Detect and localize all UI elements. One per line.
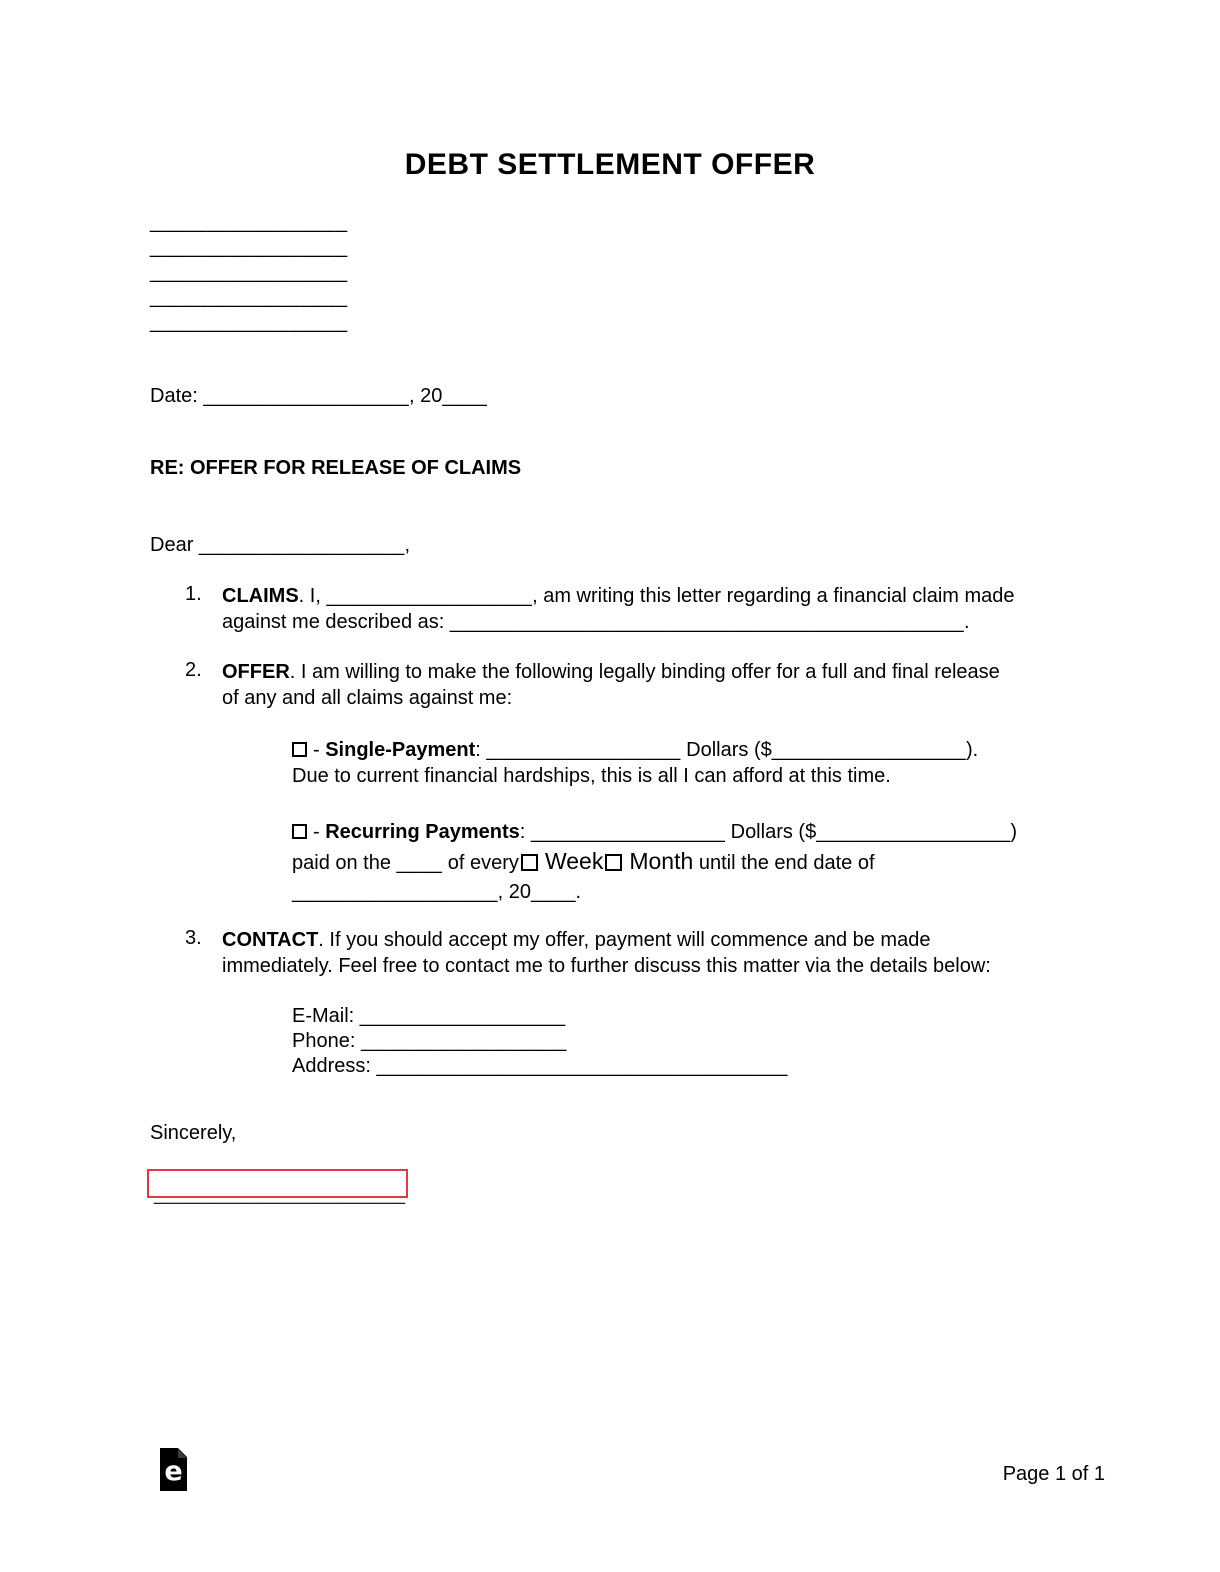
recurring-end-date-blank: __________________ — [292, 881, 498, 903]
single-payment-text: - — [313, 739, 326, 761]
recurring-text: ) — [1010, 821, 1018, 843]
week-checkbox-icon[interactable] — [521, 854, 538, 871]
recipient-blank-line: _________________ — [150, 311, 348, 333]
single-payment-option — [292, 737, 978, 789]
phone-blank: __________________ — [360, 1030, 567, 1052]
recurring-text: paid on the — [292, 852, 397, 874]
single-payment-amount-blank: _________________ — [486, 739, 681, 761]
offer-term: OFFER — [222, 661, 290, 683]
date-label: Date: — [150, 385, 204, 407]
document-title: DEBT SETTLEMENT OFFER — [404, 148, 816, 181]
recipient-blank-line: _________________ — [150, 286, 348, 308]
signature-line: ______________________ — [154, 1183, 406, 1205]
address-line — [292, 1054, 788, 1079]
recurring-text: Dollars ($ — [725, 821, 817, 843]
date-line — [150, 385, 487, 408]
page-number: Page 1 of 1 — [1002, 1463, 1105, 1485]
recurring-day-blank: ____ — [396, 852, 443, 874]
recurring-text: , 20____. — [497, 881, 582, 903]
month-label: Month — [629, 848, 694, 874]
phone-label: Phone: — [292, 1030, 361, 1052]
offer-number: 2. — [185, 659, 202, 681]
recurring-text: of every — [442, 852, 519, 874]
contact-line1 — [222, 927, 1067, 953]
contact-details-block — [292, 1004, 788, 1079]
claims-line2 — [222, 609, 1067, 635]
recipient-blank-line: _________________ — [150, 261, 348, 283]
contact-text: . If you should accept my offer, payment will commence and be made — [318, 929, 931, 951]
contact-number: 3. — [185, 927, 202, 949]
offer-section — [185, 659, 1067, 711]
offer-text: . I am willing to make the following legally binding offer for a full and final release — [289, 661, 1000, 683]
contact-term: CONTACT — [222, 929, 319, 951]
salutation-prefix: Dear — [150, 534, 199, 556]
claims-section — [185, 583, 1067, 635]
single-payment-term: Single-Payment — [325, 739, 476, 761]
recurring-line2 — [292, 847, 1017, 878]
email-line — [292, 1004, 788, 1029]
recurring-dollar-blank: _________________ — [816, 821, 1011, 843]
salutation-blank: __________________ — [198, 534, 405, 556]
single-payment-checkbox-icon[interactable] — [292, 742, 307, 757]
recurring-text: - — [313, 821, 326, 843]
recurring-payments-term: Recurring Payments — [325, 821, 520, 843]
eforms-logo-icon — [160, 1448, 187, 1491]
claims-line1 — [222, 583, 1067, 609]
single-payment-text: ). — [965, 739, 979, 761]
salutation-suffix: , — [404, 534, 411, 556]
claims-description-blank: _____________________________________________ — [449, 611, 964, 633]
recipient-blank-line: _________________ — [150, 236, 348, 258]
phone-line — [292, 1029, 788, 1054]
offer-line2: of any and all claims against me: — [222, 687, 513, 709]
single-payment-line2: Due to current financial hardships, this is all I can afford at this time. — [292, 765, 891, 787]
claims-name-blank: __________________ — [326, 585, 533, 607]
single-payment-dollar-blank: _________________ — [771, 739, 966, 761]
address-blank: ____________________________________ — [376, 1055, 788, 1077]
recurring-text: until the end date of — [698, 852, 875, 874]
recurring-line1 — [292, 818, 1017, 847]
week-label: Week — [544, 848, 604, 874]
claims-number: 1. — [185, 583, 202, 605]
month-checkbox-icon[interactable] — [605, 854, 622, 871]
subject-line: RE: OFFER FOR RELEASE OF CLAIMS — [150, 457, 522, 479]
recurring-payments-checkbox-icon[interactable] — [292, 824, 307, 839]
recurring-amount-blank: _________________ — [530, 821, 726, 843]
logo-letter: e — [164, 1456, 183, 1487]
recipient-address-block — [150, 210, 348, 335]
recurring-payments-option — [292, 818, 1017, 907]
date-year-suffix: , 20____ — [408, 385, 487, 407]
recurring-text: : — [519, 821, 531, 843]
recipient-blank-line: _________________ — [150, 211, 348, 233]
closing-line: Sincerely, — [150, 1122, 237, 1144]
offer-line1 — [222, 659, 1067, 685]
contact-section — [185, 927, 1067, 979]
claims-text: , am writing this letter regarding a financial claim made — [532, 585, 1015, 607]
claims-text: against me described as: — [222, 611, 450, 633]
address-label: Address: — [292, 1055, 377, 1077]
date-blank: __________________ — [203, 385, 409, 407]
contact-line2: immediately. Feel free to contact me to further discuss this matter via the details below: — [222, 955, 991, 977]
claims-text: . I, — [298, 585, 327, 607]
email-blank: __________________ — [359, 1005, 566, 1027]
recurring-line3 — [292, 878, 1017, 907]
claims-term: CLAIMS — [222, 585, 299, 607]
single-payment-text: Dollars ($ — [680, 739, 772, 761]
single-payment-line1 — [292, 737, 978, 763]
signature-field[interactable] — [147, 1169, 408, 1205]
claims-text: . — [963, 611, 970, 633]
salutation-line — [150, 534, 410, 557]
single-payment-text: : — [475, 739, 487, 761]
email-label: E-Mail: — [292, 1005, 360, 1027]
